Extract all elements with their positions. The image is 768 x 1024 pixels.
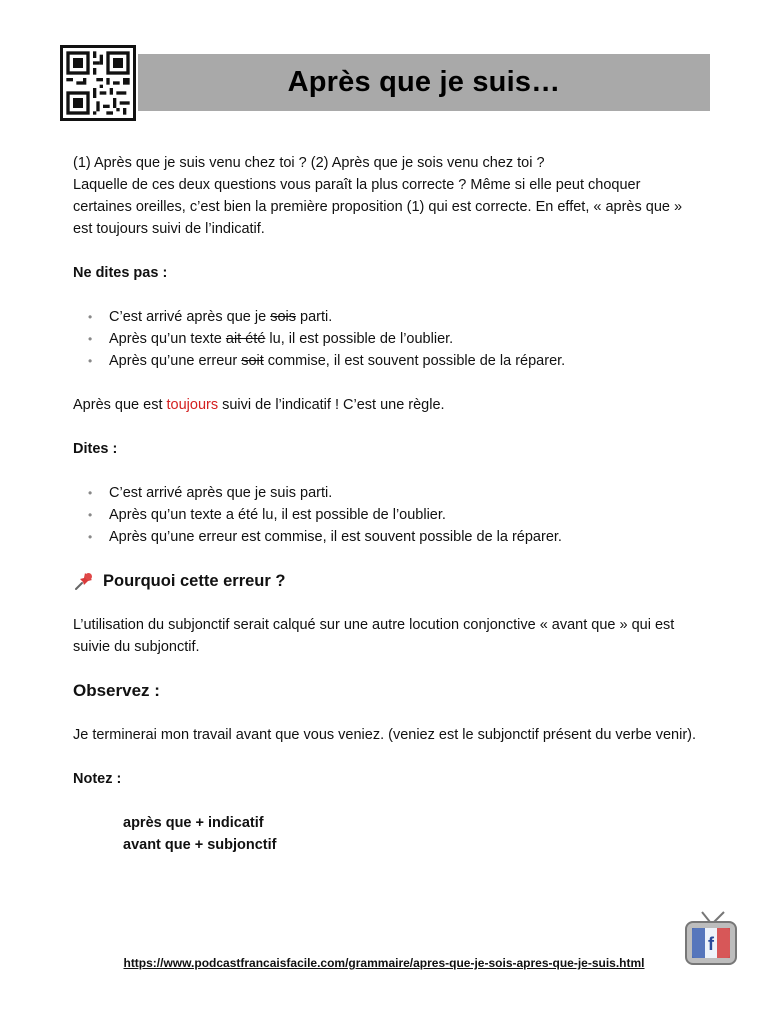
footer-url-link[interactable]: https://www.podcastfrancaisfacile.com/grammaire/apres-que-je-sois-apres-que-je-suis.html [123, 956, 645, 970]
list-item: • Après qu’un texte a été lu, il est possible de l’oublier. [109, 504, 698, 526]
struck-word: sois [270, 309, 296, 325]
struck-word: soit [241, 353, 264, 369]
list-item: • Après qu’une erreur est commise, il est souvent possible de la réparer. [109, 526, 698, 548]
intro-line-1: (1) Après que je suis venu chez toi ? (2) Après que je sois venu chez toi ? [73, 155, 545, 171]
pushpin-icon [73, 570, 95, 592]
svg-text:f: f [708, 934, 714, 954]
main-content [73, 152, 698, 856]
title-bar [138, 54, 710, 111]
rule-sentence: Après que est toujours suivi de l’indicatif ! C’est une règle. [73, 397, 445, 413]
ne-dites-pas-heading: Ne dites pas : [73, 265, 168, 281]
list-item: • Après qu’un texte ait été lu, il est possible de l’oublier. [109, 328, 698, 350]
observez-text: Je terminerai mon travail avant que vous veniez. (veniez est le subjonctif présent du verbe venir). [73, 727, 697, 743]
rule-apres-que: après que + indicatif [123, 815, 264, 831]
intro-paragraph: Laquelle de ces deux questions vous paraît la plus correcte ? Même si elle peut choquer certaines oreilles, c’est bien la première proposition (1) qui est correcte. En effet, « après que » est toujours suivi de l’indicatif. [73, 177, 683, 237]
list-item: • C’est arrivé après que je suis parti. [109, 482, 698, 504]
dites-list [73, 482, 698, 548]
pourquoi-heading: Pourquoi cette erreur ? [73, 570, 698, 592]
highlight-word: toujours [166, 397, 219, 413]
page-title: Après que je suis… [287, 66, 561, 98]
dites-heading: Dites : [73, 441, 118, 457]
struck-word: ait été [225, 331, 266, 347]
pourquoi-text: L’utilisation du subjonctif serait calqué sur une autre locution conjonctive « avant que » qui est suivie du subjonctif. [73, 617, 675, 655]
notez-heading: Notez : [73, 771, 122, 787]
rule-avant-que: avant que + subjonctif [123, 837, 277, 853]
qr-code-icon [60, 45, 136, 121]
list-item: • Après qu’une erreur soit commise, il est souvent possible de la réparer. [109, 350, 698, 372]
observez-heading: Observez : [73, 681, 160, 700]
list-item: • C’est arrivé après que je sois parti. [109, 306, 698, 328]
ne-dites-pas-list [73, 306, 698, 372]
